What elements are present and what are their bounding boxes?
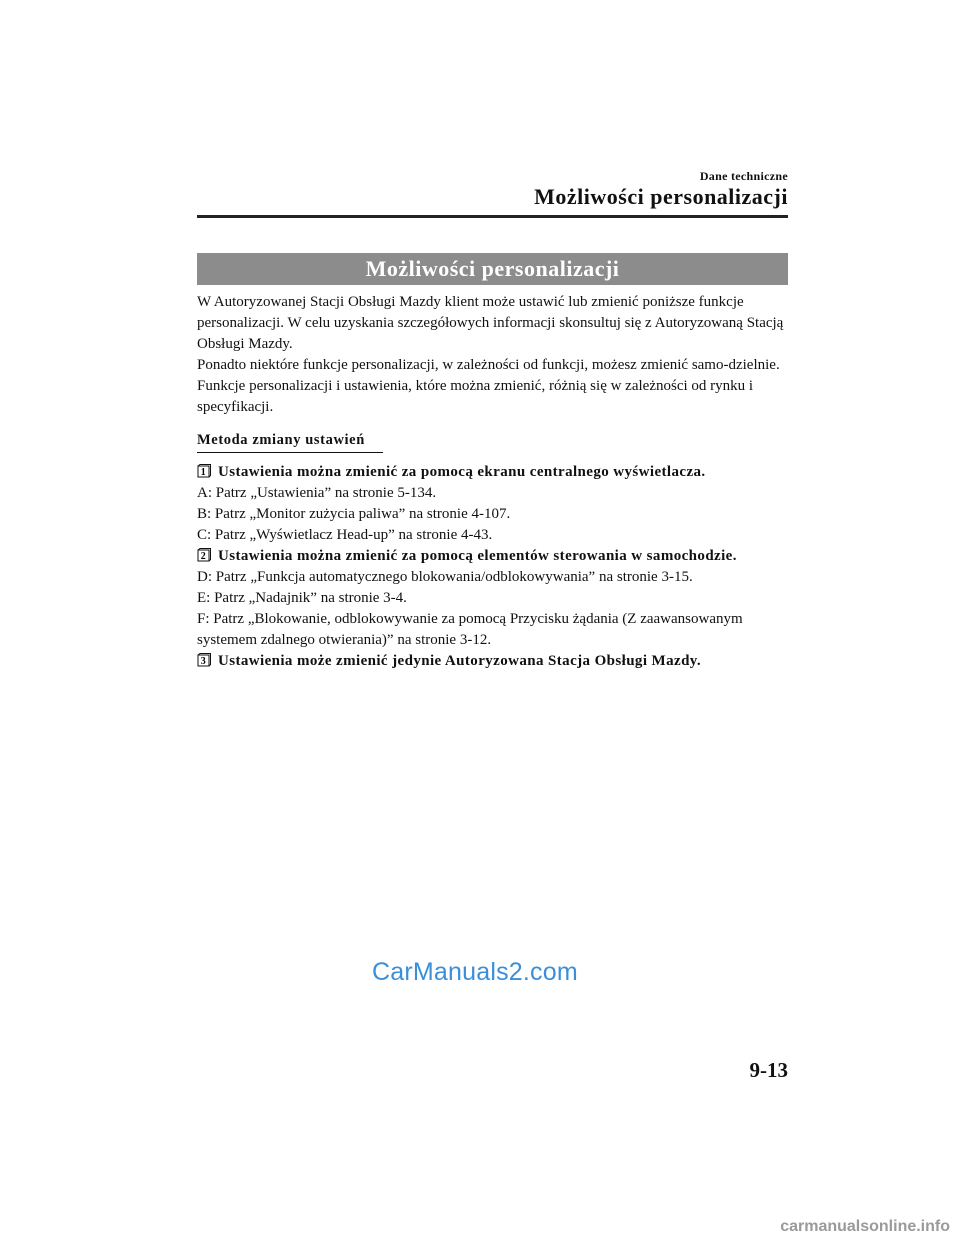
- method-2: [197, 546, 797, 567]
- section-title: Możliwości personalizacji: [534, 184, 788, 209]
- svg-text:2: 2: [200, 550, 207, 562]
- method-3: [197, 651, 797, 672]
- page-number: 9-13: [749, 1058, 788, 1082]
- method-3-title: Ustawienia może zmienić jedynie Autoryzowana Stacja Obsługi Mazdy.: [218, 653, 702, 669]
- method-2-title: Ustawienia można zmienić za pomocą elementów sterowania w samochodzie.: [218, 548, 737, 564]
- intro-text: [197, 292, 788, 418]
- section-banner: Możliwości personalizacji: [197, 253, 788, 285]
- number-2-icon: [197, 548, 211, 562]
- number-1-icon: [197, 464, 211, 478]
- method-heading: Metoda zmiany ustawień: [197, 432, 365, 448]
- ref-f: F: Patrz „Blokowanie, odblokowywanie za pomocą Przycisku żądania (Z zaawansowanym systemem zdalnego otwierania)” na stronie 3-12.: [197, 611, 743, 648]
- intro-paragraph-2: Ponadto niektóre funkcje personalizacji, w zależności od funkcji, możesz zmienić samo-dzielnie.: [197, 357, 780, 373]
- ref-e: E: Patrz „Nadajnik” na stronie 3-4.: [197, 590, 407, 606]
- svg-text:3: 3: [200, 655, 207, 667]
- carmanuals-watermark: CarManuals2.com: [372, 958, 578, 986]
- method-list: [197, 462, 797, 672]
- ref-d: D: Patrz „Funkcja automatycznego blokowania/odblokowywania” na stronie 3-15.: [197, 569, 693, 585]
- intro-paragraph-1: W Autoryzowanej Stacji Obsługi Mazdy klient może ustawić lub zmienić poniższe funkcje personalizacji. W celu uzyskania szczegółowych informacji skonsultuj się z Autoryzowaną Stacją Obsługi Mazdy.: [197, 294, 784, 352]
- ref-b: B: Patrz „Monitor zużycia paliwa” na stronie 4-107.: [197, 506, 511, 522]
- method-heading-underline: [197, 452, 383, 453]
- ref-a: A: Patrz „Ustawienia” na stronie 5-134.: [197, 485, 437, 501]
- method-1: [197, 462, 797, 483]
- method-1-title: Ustawienia można zmienić za pomocą ekranu centralnego wyświetlacza.: [218, 464, 706, 480]
- intro-paragraph-3: Funkcje personalizacji i ustawienia, które można zmienić, różnią się w zależności od rynku i specyfikacji.: [197, 378, 754, 415]
- chapter-label: Dane techniczne: [699, 169, 788, 183]
- ref-c: C: Patrz „Wyświetlacz Head-up” na stronie 4-43.: [197, 527, 493, 543]
- svg-text:1: 1: [200, 466, 207, 478]
- header-divider: [197, 215, 788, 218]
- footer-site-watermark: carmanualsonline.info: [780, 1218, 950, 1235]
- number-3-icon: [197, 653, 211, 667]
